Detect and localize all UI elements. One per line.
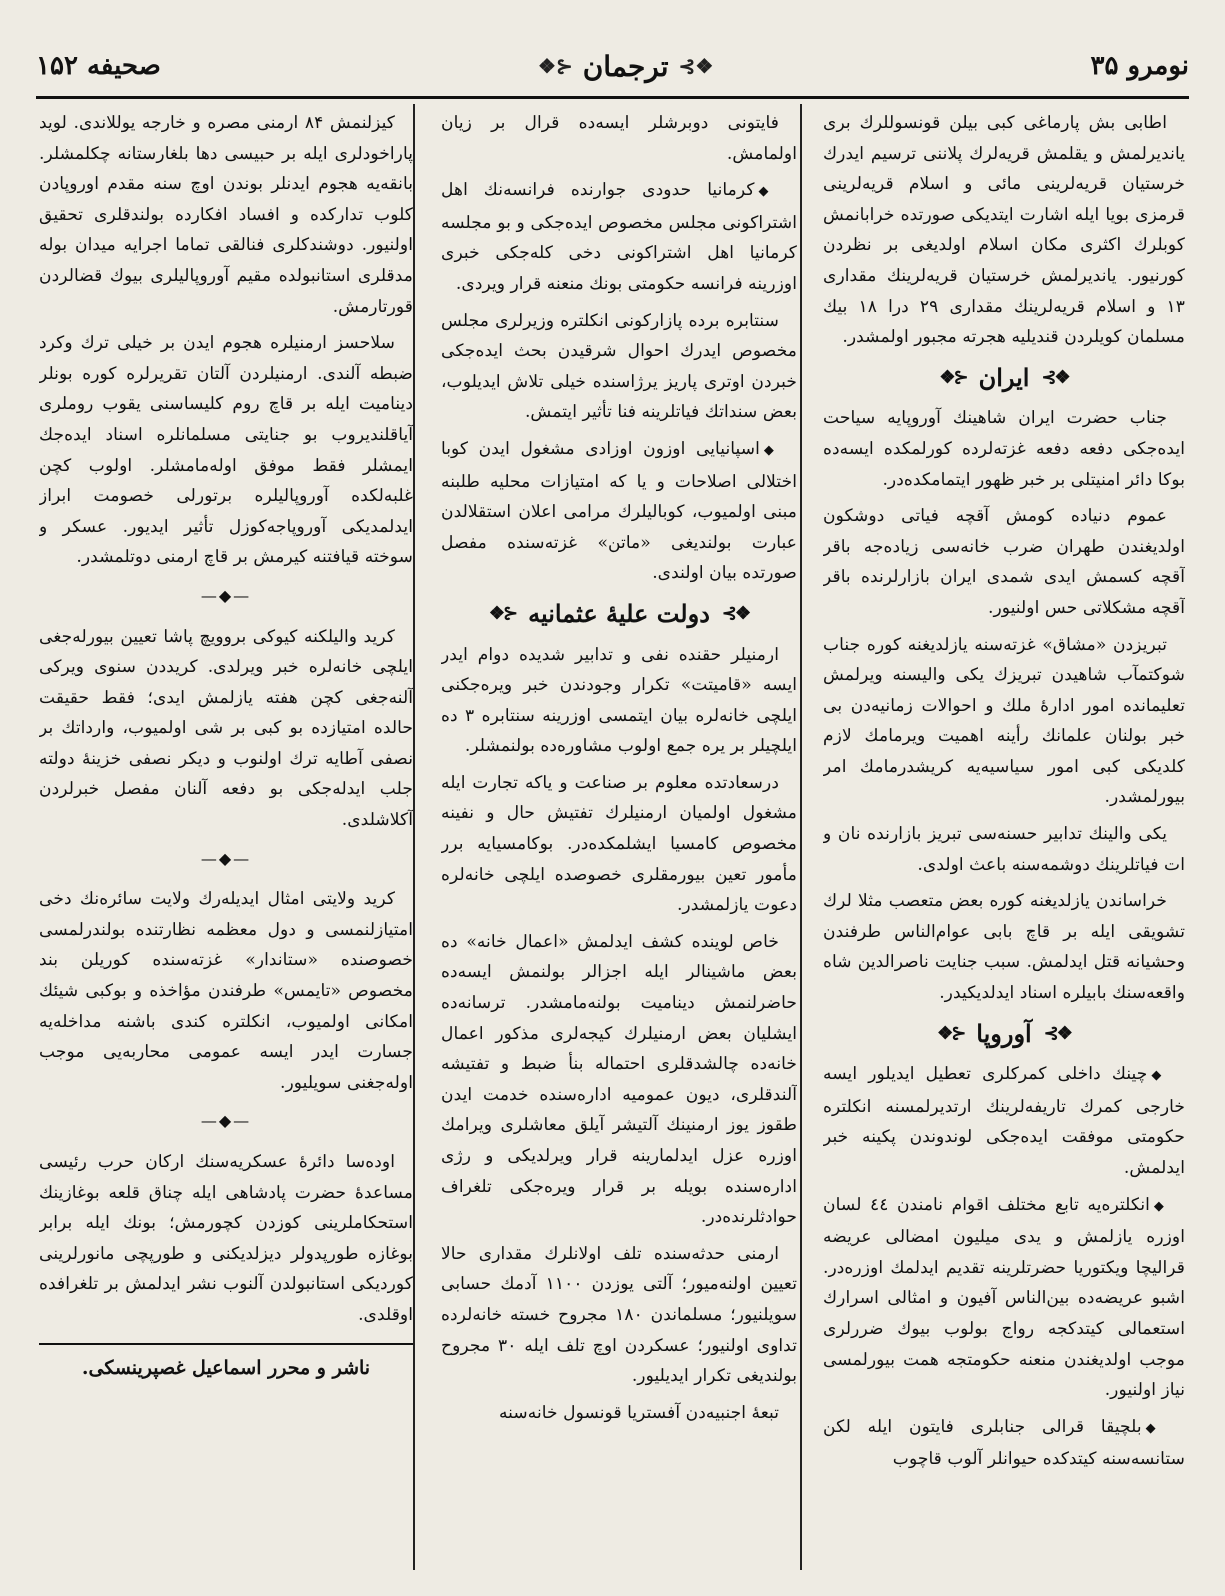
article-paragraph: اوده‌سا دائرهٔ عسکریه‌سنك ارکان حرب رئیسی مساعدهٔ حضرت پادشاهی ایله چناق قلعه بوغازینك استحکاملرینی کوزدن کچورمش؛ بونك ایله برابر بوغازه طورپدولر دیزلدیکنی و طورپچی مانورلرینی کوردیکی استانبولدن آلنوب نشر ایدلمش بر تلغرافده اوقلدی. [39,1152,413,1325]
publisher-line: ناشر و محرر اسماعیل غصپرینسکی. [81,1356,371,1379]
article-paragraph: خراساندن یازلدیغنه کوره بعض متعصب مثلا لرك تشویقی ایله بر قاچ بابی عوام‌الناس طرفندن وحشیانه قتل ایدلمش. سبب جنایت ناصرالدین شاه واقعه‌سنك بابیلره اسناد ایدلدیکیدر. [823,891,1185,1004]
section-divider: —◆— [200,1111,252,1131]
article-paragraph: اطابی بش پارماغی کبی بیلن قونسوللرك بری یاندیرلمش و یقلمش قریه‌لرك پلاننی ترسیم ایدرك خرستیان قریه‌لرینی مائی و اسلام قریه‌لرینی قرمزی بویا ایله اشارت ایتدیکی صورتده خرابانمش کوبلرك اکثری مکان اسلام اولدیغی بر نظردن کورنیور. یاندیرلمش خرستیان قریه‌لرینك مقداری ۱۳ و اسلام قریه‌لرینك مقداری ۲۹ درا ۱۸ بیك مسلمان کویلردن قندیلیه هجرته مجبور اولمشدر. [823,113,1185,348]
issue-number: نومرو ۳۵ [1090,51,1189,81]
section-heading-europe [823,1019,1185,1050]
section-heading-ottoman [441,599,797,630]
newspaper-title [538,50,713,83]
section-heading-iran [823,363,1185,394]
ornament-icon: ❖⊱ [1041,366,1069,388]
heading-text: ایران [978,362,1030,392]
article-paragraph: درسعادتده معلوم بر صناعت و یاکه تجارت ایله مشغول اولمیان ارمنیلرك تفتیش حال و نفینه مخصوص کامسیا ایشلمکده‌در. بوکامسیایه برر مأمور تعین بیورمقلری خصوصده ایلچی خانه‌لره دعوت یازلمشدر. [441,772,797,916]
bullet-icon: ◆ [758,184,780,200]
ornament-icon: ❖⊱ [1043,1022,1071,1044]
title-text: ترجمان [582,49,669,83]
article-paragraph: تبریزدن «مشاق» غزته‌سنه یازلدیغنه کوره جناب شوکتمآب شاهیدن تبریزك یکی والیسنه ویرلمش تعلیمانده امور ادارهٔ ملك و احوالات زمانیه‌دن بی خبر بولنان علمانك رأینه اهمیت ویرمامك لازم کلدیکی کبی امور سیاسیه‌یه کریشدرمامك امر بیورلمشدر. [823,634,1185,808]
column-rule [800,104,802,1570]
article-paragraph: سنتابره برده پازارکونی انکلتره وزیرلری مجلس مخصوص ایدرك احوال شرقیدن بحث ایده‌جکی خبردن اوتری پاریز یرژاسنده خیلی تلاش ایدیلوب، بعض سنداتك فیاتلرینه فنا تأثیر ایتمش. [441,310,797,423]
article-paragraph: کرید والیلکنه کیوکی بروویچ پاشا تعیین بیورله‌جغی ایلچی خانه‌لره خبر ویرلدی. کریددن سنوی ویرکی آلنه‌جغی کچن هفته یازلمش ایدی؛ فقط حقیقت حالده امتیازده بو کبی بر شی اولمیوب، وارداتك بر نصفی آطایه ترك اولنوب و دیکر نصفی خزینهٔ دولته جلب ایدله‌جکی بو دفعه آلنان مفصل خبرلردن آکلاشلدی. [39,626,413,831]
section-divider: —◆— [200,585,252,605]
bullet-icon: ◆ [763,442,779,458]
article-paragraph [823,1059,1185,1183]
ornament-icon: ❖⊱ [721,602,750,624]
paragraph-text: انکلتره‌یه تابع مختلف اقوام نامندن ٤٤ لسان اوزره یازلمش و یدی میلیون امضالی عریضه قرالیچا ویکتوریا حضرتلرینه تقدیم ایدلمك اوزره‌در. اشبو عریضه‌ده بین‌الناس آفیون و امثالی اسرارك استعمالی کیتدکجه رواج بولوب بیوك ضررلری موجب اولدیغندن منعنه حکومتجه همت بیورلمسی نیاز اولنیور. [823,1194,1185,1401]
article-paragraph: یکی والینك تدابیر حسنه‌سی تبریز بازارنده نان و ات فیاتلرینك دوشمه‌سنه باعث اولدی. [823,824,1185,875]
article-paragraph: عموم دنیاده کومش آقچه فیاتی دوشکون اولدیغندن طهران ضرب خانه‌سی زیاده‌جه باقر آقچه کسمش ایدی شمدی ایران بازارلرنده باقر آقچه مشکلاتی حس اولنیور. [823,506,1185,618]
header-rule [36,96,1189,99]
ornament-icon: ⊰❖ [488,602,517,624]
ornament-icon: ⊰❖ [937,1022,965,1044]
masthead [36,40,1189,92]
bullet-icon: ◆ [1153,1198,1167,1214]
column-left [39,108,413,1566]
paragraph-text: اسپانیایی اوزون اوزادی مشغول ایدن کوبا اختلالی اصلاحات و یا که امتیازات محلیه طلبنه مبنی اولمیوب، کوبالیلرك مرامی اعلان استقلالدن عبارت بولندیغی «ماتن» غزته‌سنده مفصل صورتده بیان اولندی. [441,438,797,584]
article-paragraph: فایتونی دوبرشلر ایسه‌ده قرال بر زیان اولمامش. [441,113,797,164]
article-paragraph [823,1412,1185,1475]
article-paragraph: خاص لوینده کشف ایدلمش «اعمال خانه» ده بعض ماشینالر ایله اجزالر بولنمش ایسه‌ده حاضرلنمش دینامیت بولنه‌مامشدر. ترسانه‌ده ایشلیان بعض ارمنیلرك کیجه‌لری مذکور اعمال خانه‌ده چالشدقلری احتماله بنأ ضبط و تفتیشه آلندقلری، دیون عمومیه اداره‌سنده خدمت ایدن طقوز یوز ارمنینك آلتیشر آیلق معاشلری ویرامك اوزره عزل ایدلمارینه قرار ویرلدیکی و رژی اداره‌سنده بویله بر قرار ویره‌جکی تلغراف حوادثلرنده‌در. [441,931,797,1228]
article-paragraph: ارمنیلر حقنده نفی و تدابیر شدیده دوام ایدر ایسه «قامیتت» تکرار وجودندن خبر ویره‌جکنی ایلچی خانه‌لره بیان ایتمسی اوزرینه سنتابره ۳ ده ایلچیلر بر یره جمع اولوب مشاوره‌ده بولنمشلر. [441,644,797,757]
page-number: صحیفه ۱۵۲ [36,51,161,81]
heading-text: آوروپا [976,1018,1032,1048]
ornament-icon: ⊰❖ [939,366,967,388]
ornament-icon: ❖⊱ [678,54,714,78]
bullet-icon: ◆ [1145,1420,1168,1436]
paragraph-text: چینك داخلی کمرکلری تعطیل ایدیلور ایسه خارجی کمرك تاریفه‌لرینك ارتدیرلمسنه انکلتره حکومتی موفقت ایده‌جکی لوندوندن پکینه خبر ایدلمش. [823,1064,1185,1178]
section-divider: —◆— [200,848,252,868]
article-paragraph: جناب حضرت ایران شاهینك آوروپایه سیاحت ایده‌جکی دفعه دفعه غزته‌لرده کورلمکده ایسه‌ده بوکا دائر امنیتلی بر خبر ظهور ایتمامکده‌در. [823,408,1185,490]
column-middle [441,108,797,1566]
article-paragraph [441,434,797,589]
article-paragraph [823,1190,1185,1406]
column-rule [413,104,415,1570]
paragraph-text: بلچیقا قرالی جنابلری فایتون ایله لکن ستانسه‌سنه کیتدکده حیوانلر آلوب قاچوب [823,1416,1185,1470]
column-right [823,108,1185,1566]
article-paragraph [441,175,797,299]
paragraph-text: کرمانیا حدودی جوارنده فرانسه‌نك اهل اشتراکونی مجلس مخصوص ایده‌جکی و بو مجلسه کرمانیا اهل اشتراکونی دخی کله‌جکی خبری اوزرینه فرانسه حکومتی بونك منعنه قرار ویردی. [441,180,797,294]
ornament-icon: ⊰❖ [538,54,573,78]
article-paragraph: تبعهٔ اجنبیه‌دن آفستریا قونسول خانه‌سنه [498,1402,779,1423]
bullet-icon: ◆ [1151,1068,1168,1084]
article-paragraph: ارمنی حدثه‌سنده تلف اولانلرك مقداری حالا تعیین اولنه‌میور؛ آلتی یوزدن ۱۱۰۰ آدمك حسابی سویلنیور؛ مسلماندن ۱۸۰ مجروح خسته خانه‌لرده تداوی اولنیور؛ عسکردن اوچ تلف ایله ۳۰ مجروح بولندیغی تکرار ایدیلیور. [441,1243,797,1387]
article-paragraph: سلاحسز ارمنیلره هجوم ایدن بر خیلی ترك وکرد ضبطه آلندی. ارمنیلردن آلتان تقریرلره کوره بونلر دینامیت ایله بر قاچ روم کلیساسنی یقوب روملری آیاقلندیروب بو جنایتی مسلمانلره اسناد ایده‌جك ایمشلر فقط موفق اوله‌مامشلر. اولوب کچن غلبه‌لکده آوروپالیلره برتورلی خصومت ابراز ایدلمدیکی آوروپاجه‌کوزل تأثیر ایدیور. عسکر و سوخته قیافتنه کیرمش بر قاچ ارمنی دوتلمشدر. [39,333,413,568]
heading-text: دولت علیهٔ عثمانیه [528,598,710,628]
article-paragraph: کیزلنمش ۸۴ ارمنی مصره و خارجه یوللاندی. لوید پاراخودلری ایله بر حبیسی دها بلغارستانه چکلمشلر. بانقه‌یه هجوم ایدنلر بوندن اوچ سنه مقدم اوروپادن کلوب تدارکده و افساد افکارده بولندقلری تحقیق اولنیور. دوشندکلری فنالقی تماما اجرایه میدان بوله مدقلری استانبولده مقیم آوروپالیلری بیوك قضالردن قورتارمش. [39,113,413,317]
article-paragraph: کرید ولایتی امثال ایدیله‌رك ولایت سائره‌نك دخی امتیازلنمسی و دول معظمه نظارتنده بولندرلمسی خصوصنده «ستاندار» غزته‌سنده کوریلن بند مخصوص «تایمس» طرفندن مؤاخذه و بوکبی شیئك امکانی اولمیوب، انکلتره کندی باشنه مداخله‌یه جسارت ایدر ایسه عمومی محاربه‌یی موجب اوله‌جغنی سویلیور. [39,889,413,1093]
footer-rule [39,1343,413,1345]
